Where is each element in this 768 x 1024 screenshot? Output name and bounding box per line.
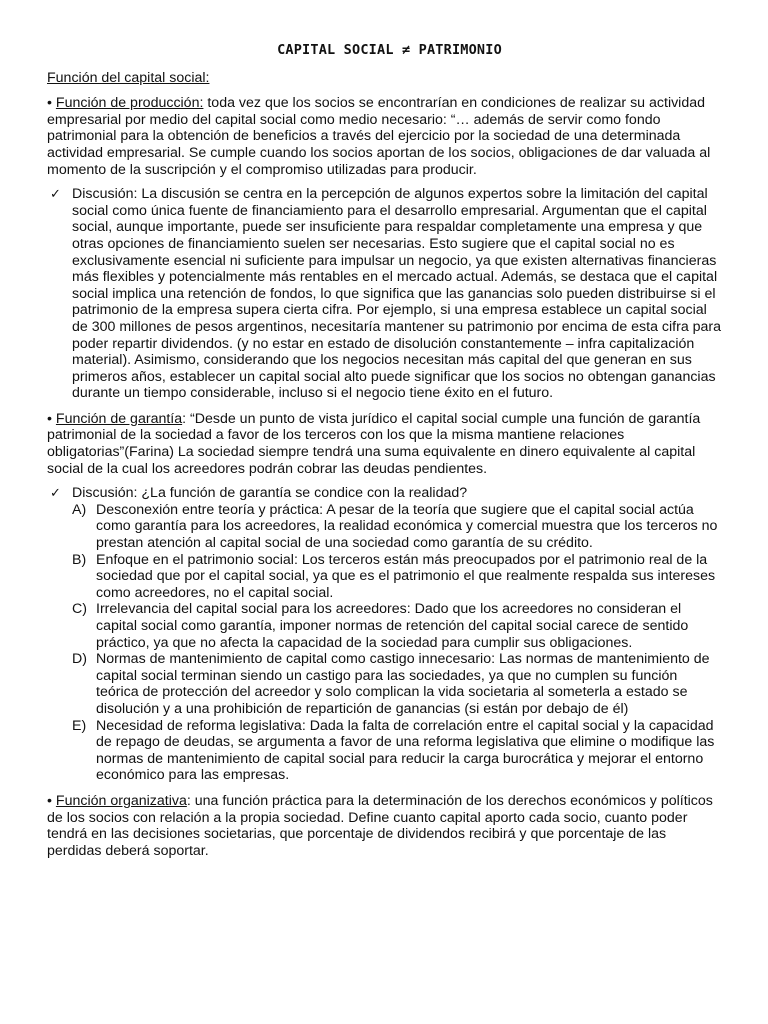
paragraph-garantia — [47, 411, 722, 477]
list-item-text: Desconexión entre teoría y práctica: A pesar de la teoría que sugiere que el capital social actúa como garantía para los acreedores, la realidad económica y comercial muestra que los terceros no prestan atención al capital social de una sociedad como garantía de su crédito. — [96, 501, 718, 552]
body-garantia: : “Desde un punto de vista jurídico el capital social cumple una función de garantía patrimonial de la sociedad a favor de los terceros con los que la misma mantiene relaciones obligatorias”(Farina) La sociedad siempre tendrá una suma equivalente en dinero equivalente al capital social de la cual los acreedores podrán cobrar las deudas pendientes. — [47, 410, 701, 477]
discussion-2-list — [72, 502, 722, 784]
bullet-glyph: • — [47, 410, 52, 427]
list-marker: D) — [72, 651, 87, 668]
checkmark-icon: ✓ — [50, 485, 61, 501]
discussion-block-2 — [47, 485, 722, 784]
list-item — [72, 651, 722, 717]
list-marker: B) — [72, 551, 87, 568]
list-item — [72, 601, 722, 651]
checkmark-icon: ✓ — [50, 186, 61, 202]
list-item — [72, 718, 722, 784]
paragraph-produccion — [47, 95, 722, 178]
list-marker: C) — [72, 601, 87, 618]
list-item-text: Enfoque en el patrimonio social: Los terceros están más preocupados por el patrimonio real de la sociedad que por el capital social, ya que es el patrimonio el que realmente respalda sus intereses como acreedores, no el capital social. — [96, 551, 716, 601]
bullet-glyph: • — [47, 792, 52, 809]
bullet-glyph: • — [47, 95, 52, 112]
list-item-text: Irrelevancia del capital social para los acreedores: Dado que los acreedores no consideran el capital social como garantía, imponer normas de retención del capital social carece de sentido práctico, ya que no afecta la capacidad de la sociedad para cumplir sus obligaciones. — [96, 601, 689, 651]
page-title: CAPITAL SOCIAL ≠ PATRIMONIO — [277, 42, 502, 58]
label-garantia: Función de garantía — [55, 410, 183, 427]
list-marker: E) — [72, 717, 87, 734]
list-item-text: Necesidad de reforma legislativa: Dada la falta de correlación entre el capital social y la capacidad de repago de deudas, se argumenta a favor de una reforma legislativa que elimine o modifique las normas de mantenimiento de capital social para reducir la carga burocrática y mejorar el entorno económico para las empresas. — [96, 717, 715, 784]
section-heading-text: Función del capital social: — [47, 69, 210, 86]
list-item — [72, 502, 722, 552]
discussion-1-text: Discusión: La discusión se centra en la percepción de algunos expertos sobre la limitación del capital social como única fuente de financiamiento para el desarrollo empresarial. Argumentan que el capital social, aunque importante, puede ser insuficiente para respaldar completamente una empresa y que otras opciones de financiamiento suelen ser necesarias. Esto sugiere que el capital social no es exclusivamente esencial ni suficiente para impulsar un negocio, ya que existen alternativas financieras más flexibles y potencialmente más rentables en el mercado actual. Además, se destaca que el capital social implica una retención de fondos, lo que significa que las ganancias solo pueden distribuirse si el patrimonio de la empresa supera cierta cifra. Por ejemplo, si una empresa establece un capital social de 300 millones de pesos argentinos, necesitaría mantener su patrimonio por encima de esta cifra para poder repartir dividendos. (y no estar en estado de disolución constantemente – infra capitalización material). Asimismo, considerando que los negocios necesitan más capital del que generan en sus primeros años, establecer un capital social alto puede significar que los socios no obtengan ganancias durante un tiempo considerable, incluso si el negocio tiene éxito en el futuro. — [72, 186, 722, 402]
list-item — [72, 552, 722, 602]
label-produccion: Función de producción: — [55, 95, 204, 112]
discussion-2-heading: Discusión: ¿La función de garantía se condice con la realidad? — [72, 485, 468, 502]
section-heading — [47, 70, 722, 87]
body-organizativa: : una función práctica para la determinación de los derechos económicos y políticos de los socios con relación a la propia sociedad. Define cuanto capital aporto cada socio, cuanto poder tendrá en las decisiones societarias, que porcentaje de dividendos recibirá y que porcentaje de las perdidas deberá soportar. — [47, 792, 713, 859]
label-organizativa: Función organizativa — [55, 792, 187, 809]
body-produccion: toda vez que los socios se encontrarían en condiciones de realizar su actividad empresarial por medio del capital social como medio necesario: “… además de servir como fondo patrimonial para la obtención de beneficios a través del ejercicio por la sociedad de una determinada actividad empresarial. Se cumple cuando los socios aportan de los socios, obligaciones de dar valuada al momento de la suscripción y el compromiso utilizadas para producir. — [47, 95, 711, 178]
list-marker: A) — [72, 501, 87, 518]
discussion-block-1 — [47, 186, 722, 402]
paragraph-organizativa — [47, 793, 722, 859]
list-item-text: Normas de mantenimiento de capital como castigo innecesario: Las normas de mantenimiento de capital social terminan siendo un castigo para las sociedades, ya que no cumplen su función teórica de protección del acreedor y solo complican la vida societaria al someterla a estado se disolución y a una prohibición de repartición de ganancias (si están por debajo de él) — [96, 651, 710, 717]
